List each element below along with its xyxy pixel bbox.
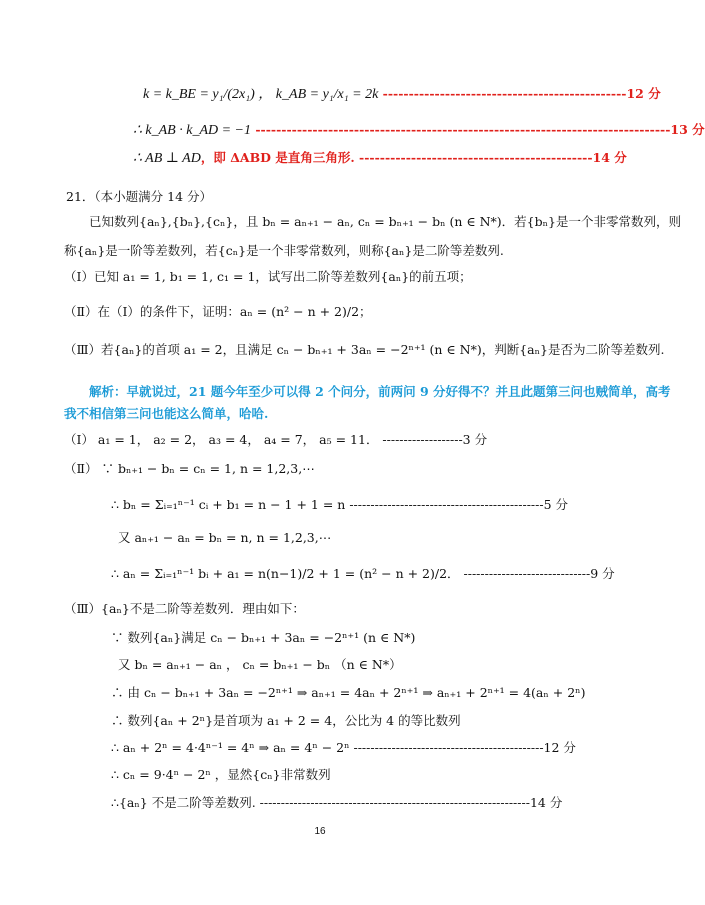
problem-part-1: （Ⅰ）已知 a₁ = 1, b₁ = 1, c₁ = 1，试写出二阶等差数列{aₙ}的前五项； (64, 269, 472, 284)
solution-part-3-line-8: ∴{aₙ} 不是二阶等差数列. ----------------------------------------------------------------14 分 (111, 795, 563, 810)
right-triangle-conclusion: ，即 ΔABD 是直角三角形. ---------------------------------------------14 分 (200, 150, 627, 165)
prev-solution-line-2 (133, 122, 705, 139)
solution-part-1: （Ⅰ） a₁ = 1， a₂ = 2， a₃ = 4， a₄ = 7， a₅ = 11． -------------------3 分 (64, 432, 488, 447)
slope-relation: k = k_BE = y₁/(2x₁) ， k_AB = y₁/x₁ = 2k (143, 87, 379, 102)
perpendicular-statement: ∴ AB ⊥ AD (133, 151, 201, 166)
solution-part-3-line-7: ∴ cₙ = 9·4ⁿ − 2ⁿ ，显然{cₙ}非常数列 (111, 767, 331, 782)
slope-product: ∴ k_AB · k_AD = −1 (133, 123, 251, 138)
page-number: 16 (314, 826, 326, 837)
solution-part-2-line-4: ∴ aₙ = Σᵢ₌₁ⁿ⁻¹ bᵢ + a₁ = n(n−1)/2 + 1 = (n² − n + 2)/2． ------------------------------9 分 (111, 566, 615, 581)
solution-part-3-line-6: ∴ aₙ + 2ⁿ = 4·4ⁿ⁻¹ = 4ⁿ ⇒ aₙ = 4ⁿ − 2ⁿ ---------------------------------------------12 分 (111, 740, 576, 755)
problem-part-3: （Ⅲ）若{aₙ}的首项 a₁ = 2，且满足 cₙ − bₙ₊₁ + 3aₙ = −2ⁿ⁺¹ (n ∈ N*)，判断{aₙ}是否为二阶等差数列. (64, 342, 665, 357)
prev-solution-line-1 (143, 86, 661, 103)
solution-part-2-line-1: （Ⅱ） ∵ bₙ₊₁ − bₙ = cₙ = 1, n = 1,2,3,⋯ (64, 461, 315, 476)
score-mark-13: --------------------------------------------------------------------------------13 分 (251, 122, 705, 137)
solution-part-3-line-3: 又 bₙ = aₙ₊₁ − aₙ ， cₙ = bₙ₊₁ − bₙ （n ∈ N*） (118, 657, 402, 672)
solution-part-3-line-1: （Ⅲ）{aₙ}不是二阶等差数列．理由如下： (64, 601, 305, 616)
solution-part-3-line-2: ∵ 数列{aₙ}满足 cₙ − bₙ₊₁ + 3aₙ = −2ⁿ⁺¹ (n ∈ N*) (111, 630, 416, 645)
score-mark-12: -----------------------------------------------12 分 (378, 86, 661, 101)
solution-part-3-line-4: ∴ 由 cₙ − bₙ₊₁ + 3aₙ = −2ⁿ⁺¹ ⇒ aₙ₊₁ = 4aₙ + 2ⁿ⁺¹ ⇒ aₙ₊₁ + 2ⁿ⁺¹ = 4(aₙ + 2ⁿ) (111, 685, 586, 700)
commentary-line-2: 我不相信第三问也能这么简单，哈哈. (64, 406, 269, 421)
problem-stem-line-2: 称{aₙ}是一阶等差数列，若{cₙ}是一个非零常数列，则称{aₙ}是二阶等差数列. (64, 243, 504, 258)
problem-stem-line-1: 已知数列{aₙ},{bₙ},{cₙ}，且 bₙ = aₙ₊₁ − aₙ, cₙ = bₙ₊₁ − bₙ (n ∈ N*)．若{bₙ}是一个非零常数列，则 (89, 214, 681, 229)
problem-header: 21．（本小题满分 14 分） (66, 189, 213, 204)
prev-solution-line-3 (133, 150, 627, 167)
solution-part-2-line-2: ∴ bₙ = Σᵢ₌₁ⁿ⁻¹ cᵢ + b₁ = n − 1 + 1 = n ----------------------------------------------5 分 (111, 497, 569, 512)
solution-part-2-line-3: 又 aₙ₊₁ − aₙ = bₙ = n, n = 1,2,3,⋯ (118, 530, 332, 545)
solution-part-3-line-5: ∴ 数列{aₙ + 2ⁿ}是首项为 a₁ + 2 = 4，公比为 4 的等比数列 (111, 713, 461, 728)
problem-part-2: （Ⅱ）在（Ⅰ）的条件下，证明：aₙ = (n² − n + 2)/2； (64, 304, 372, 319)
commentary-line-1: 解析：早就说过，21 题今年至少可以得 2 个问分，前两问 9 分好得不？并且此题第三问也贼简单，高考 (89, 384, 671, 399)
